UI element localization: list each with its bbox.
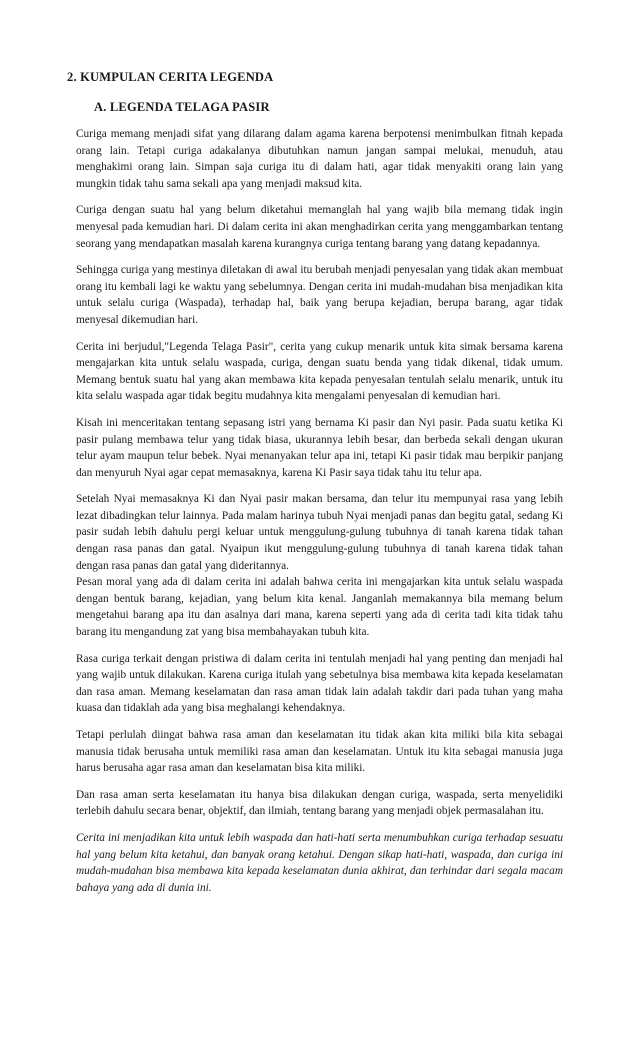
story-title: A. LEGENDA TELAGA PASIR [94,100,270,114]
paragraph-3: Sehingga curiga yang mestinya diletakan di awal itu berubah menjadi penyesalan yang tidak akan membuat orang itu kembali lagi ke waktu yang sebelumnya. Dengan cerita ini mudah-mudahan bisa menjadikan kita untuk selalu curiga (Waspada), terhadap hal, baik yang berupa kejadian, berupa barang, agar tidak menyesal dikemudian hari. [76,264,563,326]
paragraph-7-moral: Pesan moral yang ada di dalam cerita ini adalah bahwa cerita ini mengajarkan kita untuk selalu waspada dengan bentuk barang, kejadian, yang belum kita kenal. Janganlah memakannya bila memang belum mengetahui barang apa itu dan asalnya dari mana, karena seperti yang ada di cerita tadi kita tidak tahu barang itu mengandung zat yang bisa membahayakan tubuh kita. [76,576,563,639]
paragraph-6: Setelah Nyai memasaknya Ki dan Nyai pasir makan bersama, dan telur itu mempunyai rasa yang lebih lezat dibadingkan telur lainnya. Pada malam harinya tubuh Nyai menjadi panas dan begitu gatal, sedang Ki pasir sudah lebih dahulu pergi keluar untuk menggulung-gulung tubuhnya di tanah karena tidak tahan dengan rasa panas dan gatal. Nyaipun ikut menggulung-gulung tubuhnya di tanah karena tidak tahan dengan rasa panas dan gatal yang dideritannya. [76,493,563,572]
paragraph-9: Tetapi perlulah diingat bahwa rasa aman dan keselamatan itu tidak akan kita miliki bila kita sebagai manusia tidak berusaha untuk memiliki rasa aman dan keselamatan. Untuk itu kita sebagai manusia juga harus berusaha agar rasa aman dan keselamatan bisa kita miliki. [76,729,563,775]
paragraph-5: Kisah ini menceritakan tentang sepasang istri yang bernama Ki pasir dan Nyi pasir. Pada suatu ketika Ki pasir pulang membawa telur yang tidak biasa, ukurannya lebih besar, dan berbeda sekali dengan ukuran telur ayam maupun telur bebek. Nyai menanyakan telur apa ini, tetapi Ki pasir tidak mau berpikir panjang dan menyuruh Nyai agar cepat memasaknya, karena Ki Pasir saya tidak tahu itu telur apa. [76,416,563,479]
story-body [76,126,563,906]
paragraph-10: Dan rasa aman serta keselamatan itu hanya bisa dilakukan dengan curiga, waspada, serta menyelidiki terlebih dahulu secara benar, objektif, dan ilmiah, tentang barang yang menjadi objek permasalahan itu. [76,788,563,818]
closing-paragraph: Cerita ini menjadikan kita untuk lebih waspada dan hati-hati serta menumbuhkan curiga terhadap sesuatu hal yang belum kita ketahui, dan banyak orang ketahui. Dengan sikap hati-hati, waspada, dan curiga ini mudah-mudahan bisa membawa kita kepada keselamatan dunia akhirat, dan terhindar dari segala macam bahaya yang ada di dunia ini. [76,831,563,894]
paragraph-4: Cerita ini berjudul,"Legenda Telaga Pasir", cerita yang cukup menarik untuk kita simak bersama karena mengajarkan kita untuk selalu waspada, curiga, dengan suatu benda yang tidak dikenal, tidak umum. Memang bentuk suatu hal yang akan membawa kita kepada penyesalan tentulah selalu menarik, untuk itu kita selalu waspada agar tidak begitu mudahnya kita mengalami penyesalan di kemudian hari. [76,340,563,403]
paragraph-2: Curiga dengan suatu hal yang belum diketahui memanglah hal yang wajib bila memang tidak ingin menyesal pada kemudian hari. Di dalam cerita ini akan menghadirkan cerita yang menggambarkan tentang seorang yang mendapatkan masalah karena kurangnya curiga tentang barang yang datang kepadannya. [76,204,563,250]
paragraph-1: Curiga memang menjadi sifat yang dilarang dalam agama karena berpotensi menimbulkan fitnah kepada orang lain. Tetapi curiga adakalanya dibutuhkan namun jangan sampai melukai, menuduh, atau menghakimi orang lain. Simpan saja curiga itu di dalam hati, agar tidak menyakiti orang lain yang mungkin tidak tahu sama sekali apa yang menjadi maksud kita. [76,128,563,190]
paragraph-8: Rasa curiga terkait dengan pristiwa di dalam cerita ini tentulah menjadi hal yang penting dan menjadi hal yang wajib untuk dilakukan. Karena curiga itulah yang sebetulnya bisa membawa kita kepada keselamatan dan rasa aman. Memang keselamatan dan rasa aman tidak lain adalah takdir dari pada tuhan yang maha kuasa dan tidaklah ada yang bisa meghalangi kehendaknya. [76,652,563,715]
section-heading: 2. KUMPULAN CERITA LEGENDA [67,70,274,84]
